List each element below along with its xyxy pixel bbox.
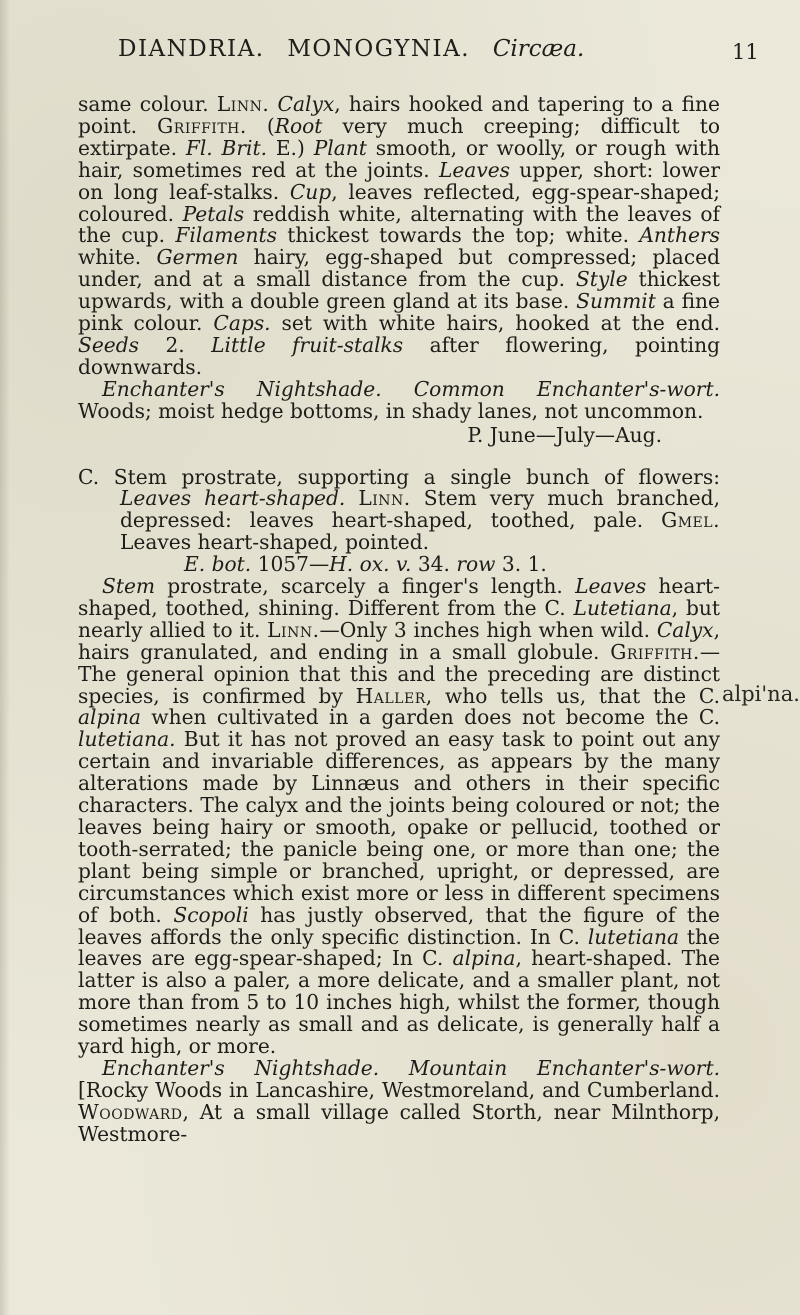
running-header — [118, 36, 658, 62]
paragraph-description-lutetiana: same colour. Linn. Calyx, hairs hooked and tapering to a fine point. Griffith. (Root very much creeping; difficult to extirpate. Fl. Brit. E.) Plant smooth, or woolly, or rough with hair, sometimes red at the joints. Leaves upper, short: lower on long leaf-stalks. Cup, leaves reflected, egg-spear-shaped; coloured. Petals reddish white, alternating with the leaves of the cup. Filaments thickest towards the top; white. Anthers white. Germen hairy, egg-shaped but compressed; placed under, and at a small distance from the cup. Style thickest upwards, with a double green gland at its base. Summit a fine pink colour. Caps. set with white hairs, hooked at the end. Seeds 2. Little fruit-stalks after flowering, pointing downwards. — [78, 92, 721, 379]
page-number: 11 — [732, 40, 759, 64]
figure-references: E. bot. 1057—H. ox. v. 34. row 3. 1. — [184, 552, 547, 577]
paragraph-description-alpina: Stem prostrate, scarcely a finger's length. Leaves heart-shaped, toothed, shining. Different from the C. Lutetiana, but nearly allied to it. Linn.—Only 3 inches high when wild. Calyx, hairs granulated, and ending in a small globule. Griffith.—The general opinion that this and the preceding are distinct species, is confirmed by Haller, who tells us, that the C. alpina when cultivated in a garden does not become the C. lutetiana. But it has not proved an easy task to point out any certain and invariable differences, as appears by the many alterations made by Linnæus and others in their specific characters. The calyx and the joints being coloured or not; the leaves being hairy or smooth, opake or pellucid, toothed or tooth-serrated; the panicle being one, or more than one; the plant being simple or branched, upright, or depressed, are circumstances which exist more or less in different specimens of both. Scopoli has justly observed, that the figure of the leaves affords the only specific distinction. In C. lutetiana the leaves are egg-spear-shaped; In C. alpina, heart-shaped. The latter is also a paler, a more delicate, and a smaller plant, not more than from 5 to 10 inches high, whilst the former, though sometimes nearly as small and as delicate, is generally half a yard high, or more. — [78, 574, 720, 1059]
page-edge-shadow — [0, 0, 10, 1315]
header-class: DIANDRIA. — [118, 36, 265, 62]
flowering-season: P. June—July—Aug. — [467, 422, 662, 447]
paragraph-species-alpina: C. Stem prostrate, supporting a single bunch of flowers: Leaves heart-shaped. Linn. Stem very much branched, depressed: leaves heart-shaped, toothed, pale. Gmel. Leaves heart-shaped, pointed. — [78, 464, 720, 555]
body-text — [78, 94, 720, 1146]
paragraph-common-names-alpina: Enchanter's Nightshade. Mountain Enchanter's-wort. [Rocky Woods in Lancashire, Westmoreland, and Cumberland. Woodward, At a small village called Storth, near Milnthorp, Westmore- — [78, 1055, 720, 1146]
header-genus: Circæa. — [492, 36, 585, 62]
header-order: MONOGYNIA. — [287, 36, 471, 62]
margin-species-name: alpi'na. — [722, 682, 800, 706]
paragraph-common-names-lutetiana: Enchanter's Nightshade. Common Enchanter's-wort. Woods; moist hedge bottoms, in shady lanes, not uncommon. — [78, 376, 720, 423]
